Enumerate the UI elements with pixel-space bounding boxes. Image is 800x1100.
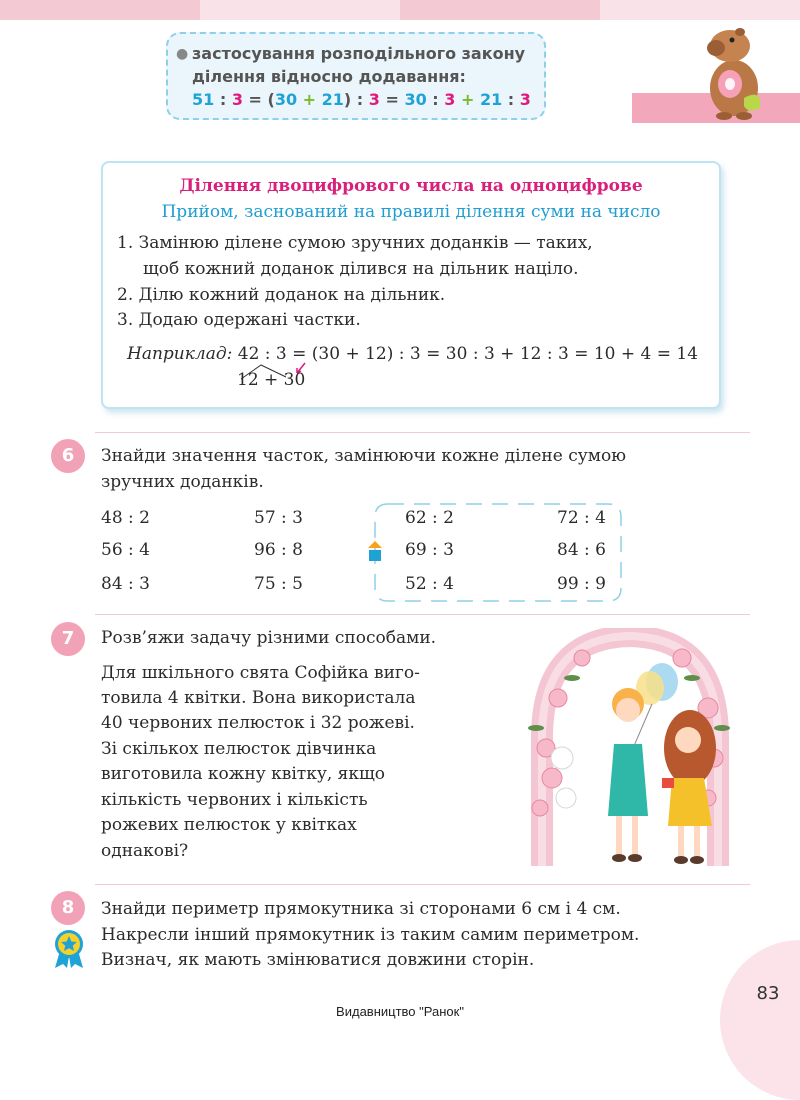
page-corner-decoration <box>720 940 800 1100</box>
house-icon <box>368 541 382 561</box>
rule-title: Ділення двоцифрового числа на одноцифрове <box>179 176 643 196</box>
divider <box>95 614 750 615</box>
top-band-segment <box>400 0 600 20</box>
expression: 56 : 4 <box>101 540 150 560</box>
formula-token: 30 <box>274 90 298 109</box>
top-band-segment <box>200 0 400 20</box>
page-number: 83 <box>756 983 780 1004</box>
girls-flower-arch-illustration <box>522 628 738 868</box>
formula-token: 30 <box>404 90 427 109</box>
note-line-1: застосування розподільного закону <box>192 44 526 63</box>
task7-text-line: Для шкільного свята Софійка виго- <box>101 663 420 683</box>
task7-text-line: 40 червоних пелюсток і 32 рожеві. <box>101 713 415 733</box>
top-band-segment <box>0 0 200 20</box>
task8-text-line: Накресли інший прямокутник із таким самим периметром. <box>101 925 640 945</box>
note-line-2: ділення відносно додавання: <box>192 67 466 86</box>
task7-text-line: товила 4 квітки. Вона використала <box>101 688 416 708</box>
formula-token: : <box>214 90 232 109</box>
capybara-mascot <box>700 18 770 120</box>
rule-subtitle: Прийом, заснований на правилі ділення суми на число <box>161 202 661 222</box>
formula-token: = <box>379 90 405 109</box>
formula-token: 3 <box>519 90 531 109</box>
formula-token: 3 <box>368 90 380 109</box>
rule-step-2: 2. Ділю кожний доданок на дільник. <box>117 285 446 305</box>
expression: 84 : 3 <box>101 574 150 594</box>
task7-text-line: Зі скількох пелюсток дівчинка <box>101 739 377 759</box>
expression: 52 : 4 <box>405 574 454 594</box>
task7-text-line: однакові? <box>101 841 189 861</box>
task-number-badge: 6 <box>51 439 85 473</box>
rule-box <box>101 161 721 409</box>
expression: 62 : 2 <box>405 508 454 528</box>
expression: 96 : 8 <box>254 540 303 560</box>
formula-token: : <box>502 90 520 109</box>
formula-token: 51 <box>192 90 215 109</box>
note-formula <box>192 88 532 111</box>
bullet-icon: ● <box>176 46 189 62</box>
expression: 72 : 4 <box>557 508 606 528</box>
formula-token: 21 <box>479 90 503 109</box>
divider <box>95 884 750 885</box>
formula-token: 3 <box>444 90 456 109</box>
formula-token: ) : <box>343 90 369 109</box>
task7-text-line: виготовила кожну квітку, якщо <box>101 764 386 784</box>
example-expression: 42 : 3 = (30 + 12) : 3 = 30 : 3 + 12 : 3 = 10 + 4 = 14 <box>237 344 699 364</box>
rule-step-1: 1. Замінюю ділене сумою зручних доданків — таких, <box>117 233 593 253</box>
formula-token: : <box>426 90 445 109</box>
example-split: 12 + 30 <box>237 370 306 390</box>
task7-text-line: рожевих пелюсток у квітках <box>101 815 357 835</box>
expression: 69 : 3 <box>405 540 454 560</box>
formula-token: 21 <box>321 90 344 109</box>
star-medal-icon <box>51 928 87 968</box>
expression: 84 : 6 <box>557 540 606 560</box>
task8-text-line: Визнач, як мають змінюватися довжини сторін. <box>101 950 535 970</box>
formula-token: + <box>297 90 322 109</box>
task7-title: Розв’яжи задачу різними способами. <box>101 628 437 648</box>
expression: 48 : 2 <box>101 508 150 528</box>
note-box <box>166 32 546 120</box>
rule-step-1-cont: щоб кожний доданок ділився на дільник націло. <box>143 259 579 279</box>
expression: 57 : 3 <box>254 508 303 528</box>
divider <box>95 432 750 433</box>
expression: 75 : 5 <box>254 574 303 594</box>
formula-token: = ( <box>242 90 275 109</box>
task7-text-line: кількість червоних і кількість <box>101 790 368 810</box>
formula-token: + <box>455 90 480 109</box>
task6-text-line-2: зручних доданків. <box>101 472 264 492</box>
rule-example <box>127 344 698 364</box>
example-label: Наприклад: <box>127 344 233 364</box>
task6-text-line-1: Знайди значення часток, замінюючи кожне ділене сумою <box>101 446 626 466</box>
formula-token: 3 <box>231 90 243 109</box>
publisher-credit: Видавництво "Ранок" <box>336 1004 464 1019</box>
task-number-badge: 8 <box>51 891 85 925</box>
top-band-segment <box>600 0 800 20</box>
expression: 99 : 9 <box>557 574 606 594</box>
task-number-badge: 7 <box>51 622 85 656</box>
task8-text-line: Знайди периметр прямокутника зі сторонами 6 см і 4 см. <box>101 899 621 919</box>
rule-step-3: 3. Додаю одержані частки. <box>117 310 361 330</box>
